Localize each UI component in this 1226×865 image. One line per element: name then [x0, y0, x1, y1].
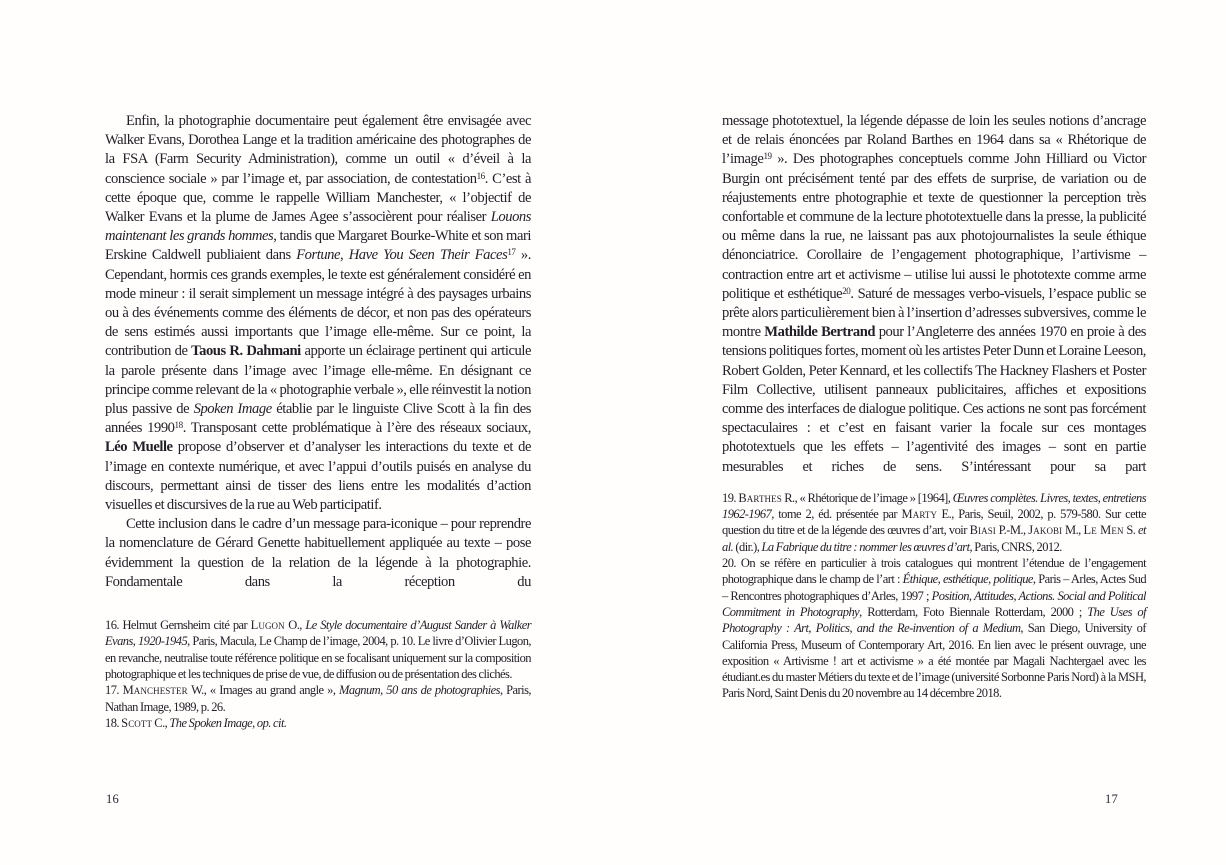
- paragraph: Cette inclusion dans le cadre d’un message para-iconique – pour reprendre la nomenclature de Gérard Genette habituellement appliquée au texte – pose évidemment la question de la relation de la légende à la photographie. Fondamentale dans la réception du: [105, 516, 531, 590]
- footnote: 17. Manchester W., « Images au grand angle », Magnum, 50 ans de photographies, Paris, Nathan Image, 1989, p. 26.: [105, 683, 531, 714]
- footnote: 20. On se réfère en particulier à trois catalogues qui montrent l’étendue de l’engagement photographique dans le champ de l’art : Éthique, esthétique, politique, Paris – Arles, Actes Sud – Rencontres photographiques d’Arles, 1997 ; Position, Attitudes, Actions. Social and Political Commitment in Photography, Rotterdam, Foto Biennale Rotterdam, 2000 ; The Uses of Photography : Art, Politics, and the Re-invention of a Medium, San Diego, University of California Press, Museum of Contemporary Art, 2016. En lien avec le présent ouvrage, une exposition « Artivisme ! art et activisme » a été montée par Magali Nachtergael avec les étudiant.es du master Métiers du texte et de l’image (université Sorbonne Paris Nord) à la MSH, Paris Nord, Saint Denis du 20 novembre au 14 décembre 2018.: [722, 556, 1147, 701]
- page-number: 16: [106, 792, 119, 806]
- page-17-body: [722, 112, 1146, 477]
- paragraph: message phototextuel, la légende dépasse de loin les seules notions d’ancrage et de relais énoncées par Roland Barthes en 1964 dans sa « Rhétorique de l’image$^{19}$ ». Des photographes conceptuels comme John Hilliard ou Victor Burgin ont précisément tenté par des effets de surprise, de variation ou de réajustements entre photographie et texte de questionner la perception très confortable et commune de la lecture phototextuelle dans la presse, la publicité ou même dans la rue, ne laissant pas aux photojournalistes la seule éthique dénonciatrice. Corollaire de l’engagement photographique, l’artivisme – contraction entre art et activisme – utilise lui aussi le phototexte comme arme politique et esthétique$^{20}$. Saturé de messages verbo-visuels, l’espace public se prête alors particulièrement bien à l’insertion d’adresses subversives, comme le montre Mathilde Bertrand pour l’Angleterre des années 1970 en proie à des tensions politiques fortes, moment où les artistes Peter Dunn et Loraine Leeson, Robert Golden, Peter Kennard, et les collectifs The Hackney Flashers et Poster Film Collective, utilisent panneaux publicitaires, affiches et expositions comme des interfaces de dialogue politique. Ces actions ne sont pas forcément spectaculaires : et c’est en faisant varier la focale sur ces montages phototextuels que les effets – l’agentivité des images – sont en partie mesurables et riches de sens. S’intéressant pour sa part: [722, 113, 1146, 475]
- page-16: [105, 112, 531, 731]
- footnotes: [105, 617, 531, 731]
- page-16-body: [105, 112, 531, 592]
- paragraph: Enfin, la photographie documentaire peut également être envisagée avec Walker Evans, Dorothea Lange et la tradition américaine des photographes de la FSA (Farm Security Administration), comme un outil « d’éveil à la conscience sociale » par l’image et, par association, de contestation$^{16}$. C’est à cette époque que, comme le rappelle William Manchester, « l’objectif de Walker Evans et la plume de James Agee s’associèrent pour réaliser Louons maintenant les grands hommes, tandis que Margaret Bourke-White et son mari Erskine Caldwell publiaient dans Fortune, Have You Seen Their Faces$^{17}$ ». Cependant, hormis ces grands exemples, le texte est généralement considéré en mode mineur : il serait simplement un message intégré à des paysages urbains ou à des événements comme des éléments de décor, et non pas des opérateurs de sens estimés aussi importants que l’image elle-même. Sur ce point, la contribution de Taous R. Dahmani apporte un éclairage pertinent qui articule la parole présente dans l’image avec l’image elle-même. En désignant ce principe comme relevant de la « photographie verbale », elle réinvestit la notion plus passive de Spoken Image établie par le linguiste Clive Scott à la fin des années 1990$^{18}$. Transposant cette problématique à l’ère des réseaux sociaux, Léo Muelle propose d’observer et d’analyser les interactions du texte et de l’image en contexte numérique, et avec l’appui d’outils puisés en analyse du discours, permettant ainsi de tisser des liens entre les modalités d’action visuelles et discursives de la rue au Web participatif.: [105, 113, 532, 514]
- footnote: 19. Barthes R., « Rhétorique de l’image » [1964], Œuvres complètes. Livres, textes, entretiens 1962-1967, tome 2, éd. présentée par Marty E., Paris, Seuil, 2002, p. 579-580. Sur cette question du titre et de la légende des œuvres d’art, voir Biasi P.-M., Jakobi M., Le Men S. et al. (dir.), La Fabrique du titre : nommer les œuvres d’art, Paris, CNRS, 2012.: [722, 490, 1147, 554]
- page-number: 17: [1105, 792, 1118, 806]
- page-17: [722, 112, 1146, 702]
- footnote: 18. Scott C., The Spoken Image, op. cit.: [105, 715, 287, 730]
- footnote: 16. Helmut Gernsheim cité par Lugon O., Le Style documentaire d’August Sander à Walker Evans, 1920-1945, Paris, Macula, Le Champ de l’image, 2004, p. 10. Le livre d’Olivier Lugon, en revanche, neutralise toute référence politique en se focalisant uniquement sur la composition photographique et les techniques de prise de vue, de diffusion ou de présentation des clichés.: [105, 618, 532, 681]
- footnotes: [722, 490, 1146, 702]
